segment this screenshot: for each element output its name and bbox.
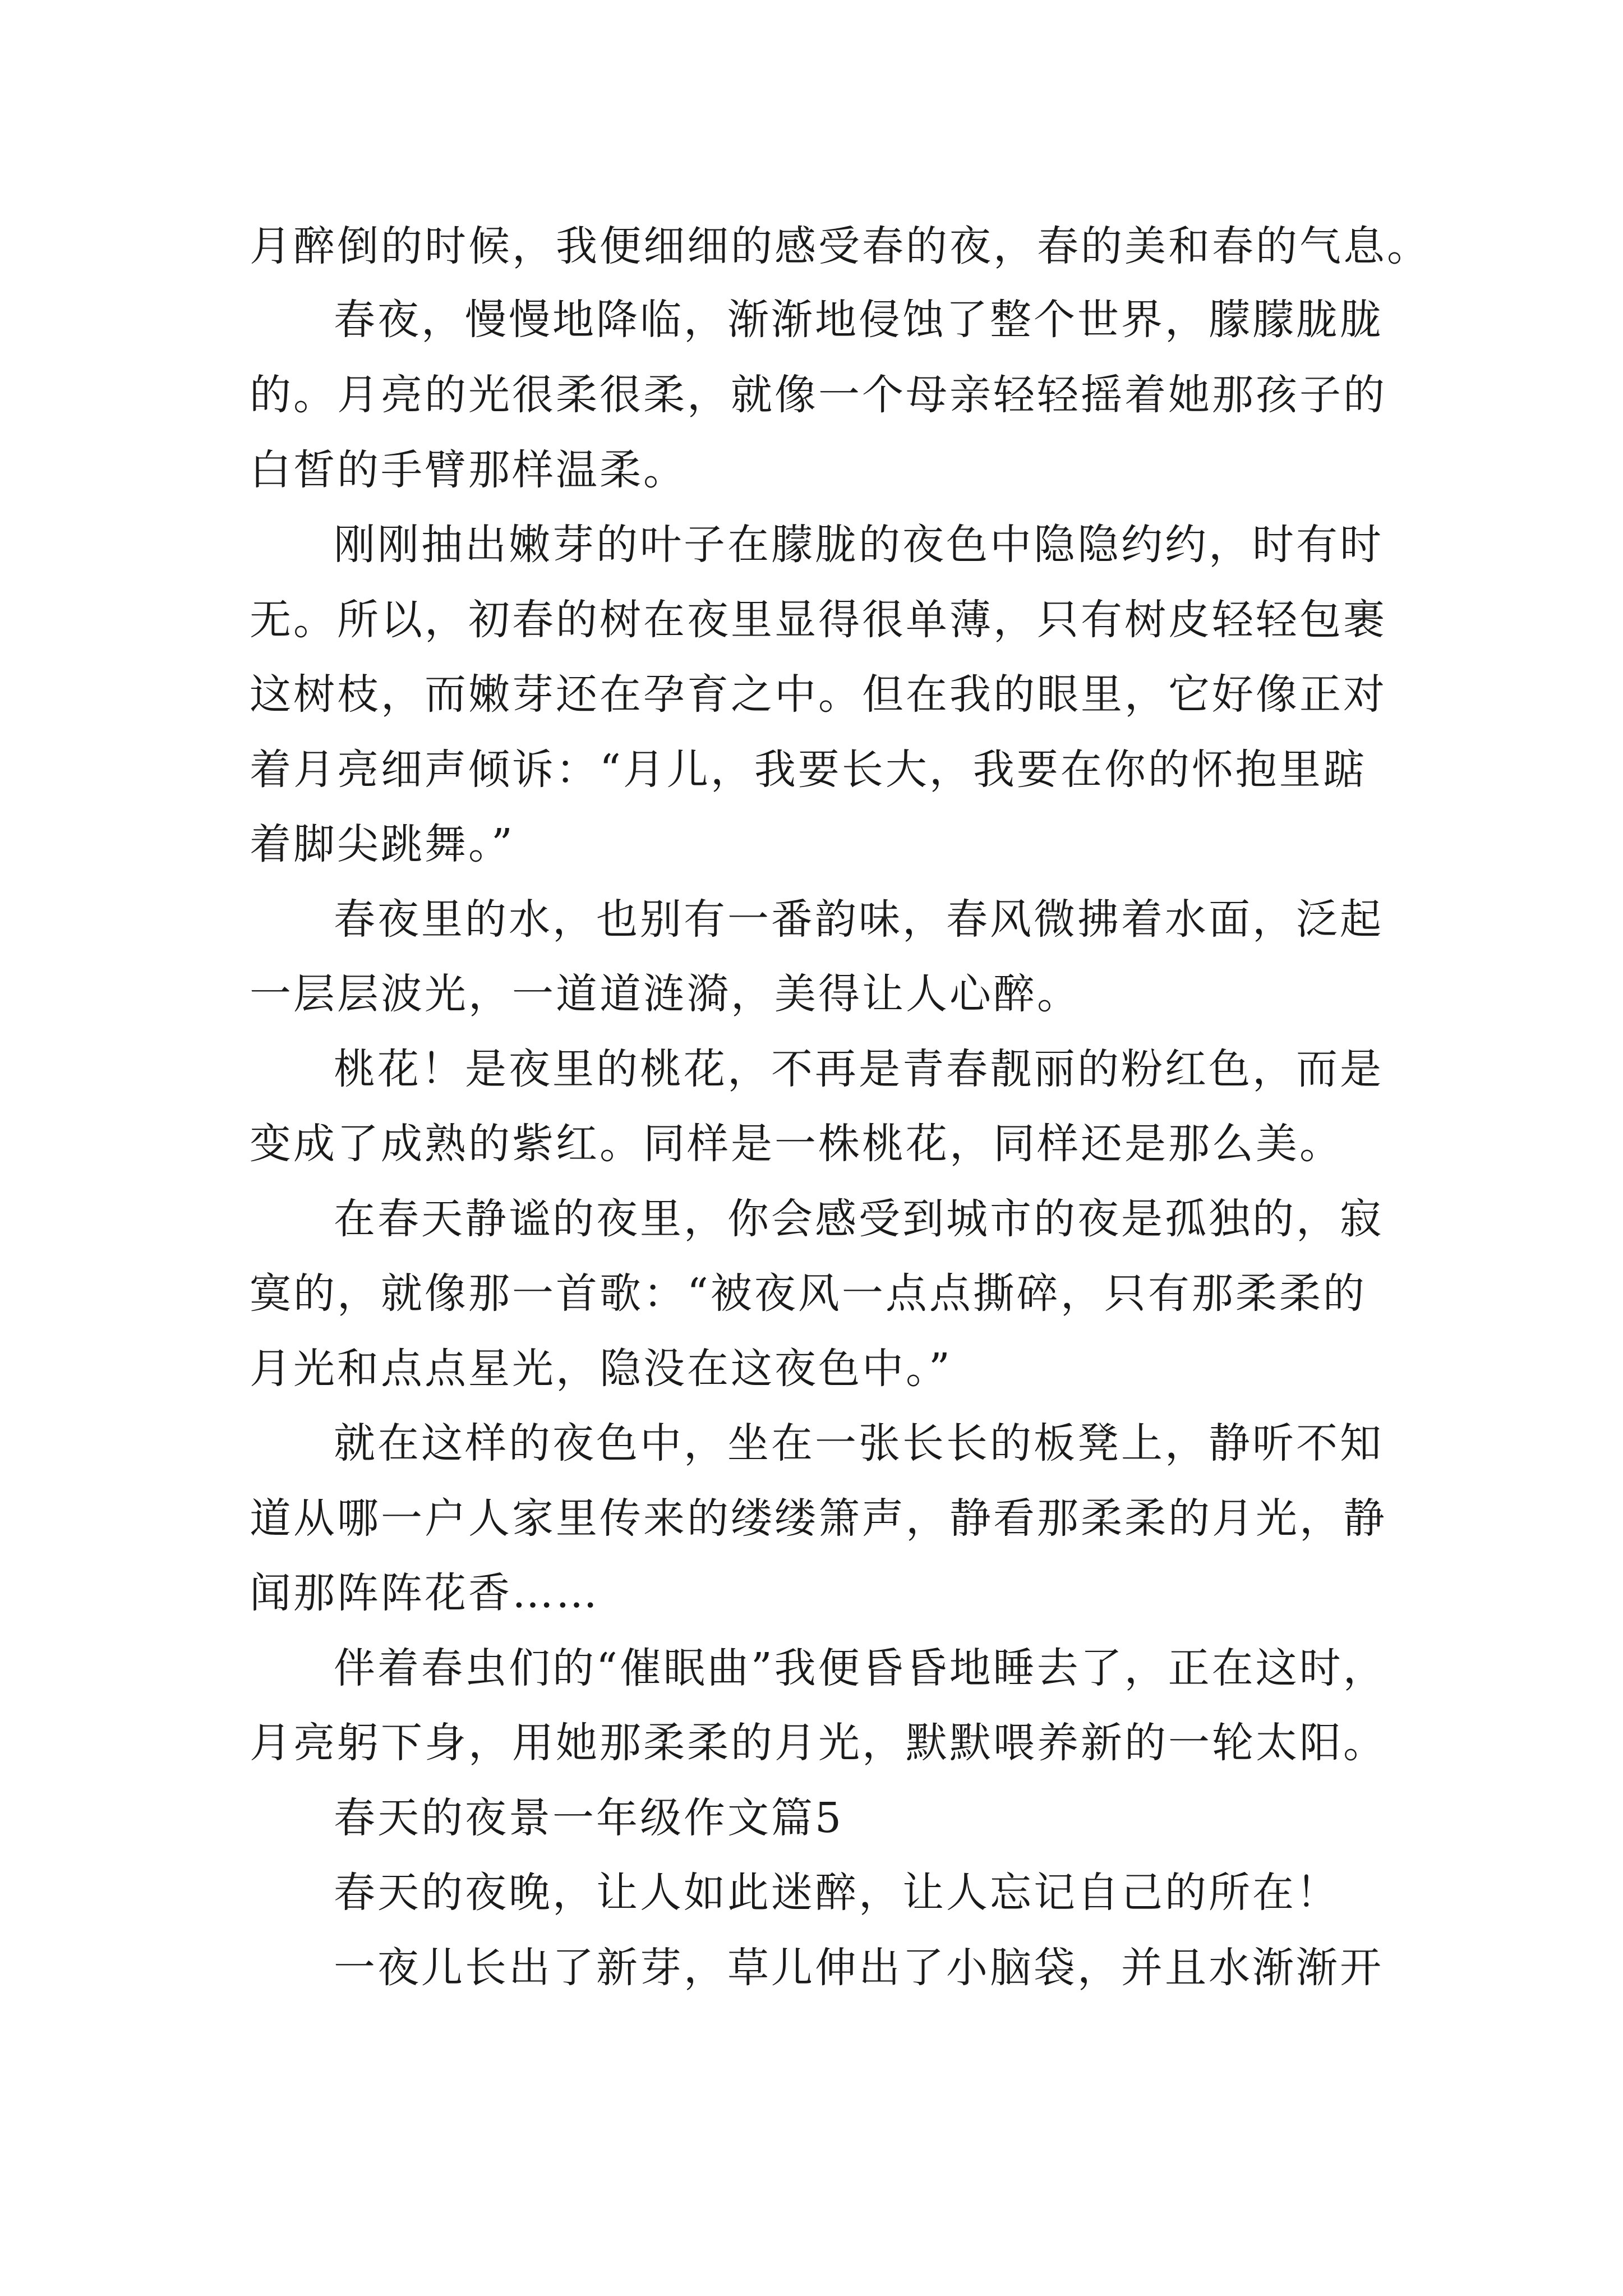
text-line: 变成了成熟的紫红。同样是一株桃花，同样还是那么美。 (250, 1120, 1343, 1168)
section-heading: 春天的夜景一年级作文篇5 (334, 1794, 844, 1842)
text-line: 着脚尖跳舞。” (250, 820, 515, 868)
text-line: 的。月亮的光很柔很柔，就像一个母亲轻轻摇着她那孩子的 (250, 371, 1387, 419)
text-line: 刚刚抽出嫩芽的叶子在朦胧的夜色中隐隐约约，时有时 (334, 521, 1384, 569)
text-line: 就在这样的夜色中，坐在一张长长的板凳上，静听不知 (334, 1419, 1384, 1467)
text-line: 道从哪一户人家里传来的缕缕箫声，静看那柔柔的月光，静 (250, 1494, 1387, 1543)
text-line: 闻那阵阵花香…… (250, 1569, 600, 1617)
text-line: 春天的夜晚，让人如此迷醉，让人忘记自己的所在！ (334, 1869, 1340, 1917)
text-line: 这树枝，而嫩芽还在孕育之中。但在我的眼里，它好像正对 (250, 670, 1387, 719)
text-line: 月亮躬下身，用她那柔柔的月光，默默喂养新的一轮太阳。 (250, 1719, 1387, 1767)
text-line: 月醉倒的时候，我便细细的感受春的夜，春的美和春的气息。 (250, 222, 1431, 270)
text-line: 桃花！是夜里的桃花，不再是青春靓丽的粉红色，而是 (334, 1045, 1384, 1093)
text-line: 无。所以，初春的树在夜里显得很单薄，只有树皮轻轻包裹 (250, 596, 1387, 644)
text-line: 月光和点点星光，隐没在这夜色中。” (250, 1345, 952, 1393)
text-line: 一层层波光，一道道涟漪，美得让人心醉。 (250, 970, 1081, 1018)
text-line: 着月亮细声倾诉：“月儿，我要长大，我要在你的怀抱里踮 (250, 746, 1367, 794)
text-line: 寞的，就像那一首歌：“被夜风一点点撕碎，只有那柔柔的 (250, 1269, 1367, 1318)
text-line: 在春天静谧的夜里，你会感受到城市的夜是孤独的，寂 (334, 1195, 1384, 1243)
text-line: 春夜里的水，也别有一番韵味，春风微拂着水面，泛起 (334, 895, 1384, 944)
text-line: 伴着春虫们的“催眠曲”我便昏昏地睡去了，正在这时， (334, 1644, 1387, 1692)
text-line: 一夜儿长出了新芽，草儿伸出了小脑袋，并且水渐渐开 (334, 1944, 1384, 1992)
text-line: 白皙的手臂那样温柔。 (250, 446, 687, 494)
text-line: 春夜，慢慢地降临，渐渐地侵蚀了整个世界，朦朦胧胧 (334, 296, 1384, 344)
